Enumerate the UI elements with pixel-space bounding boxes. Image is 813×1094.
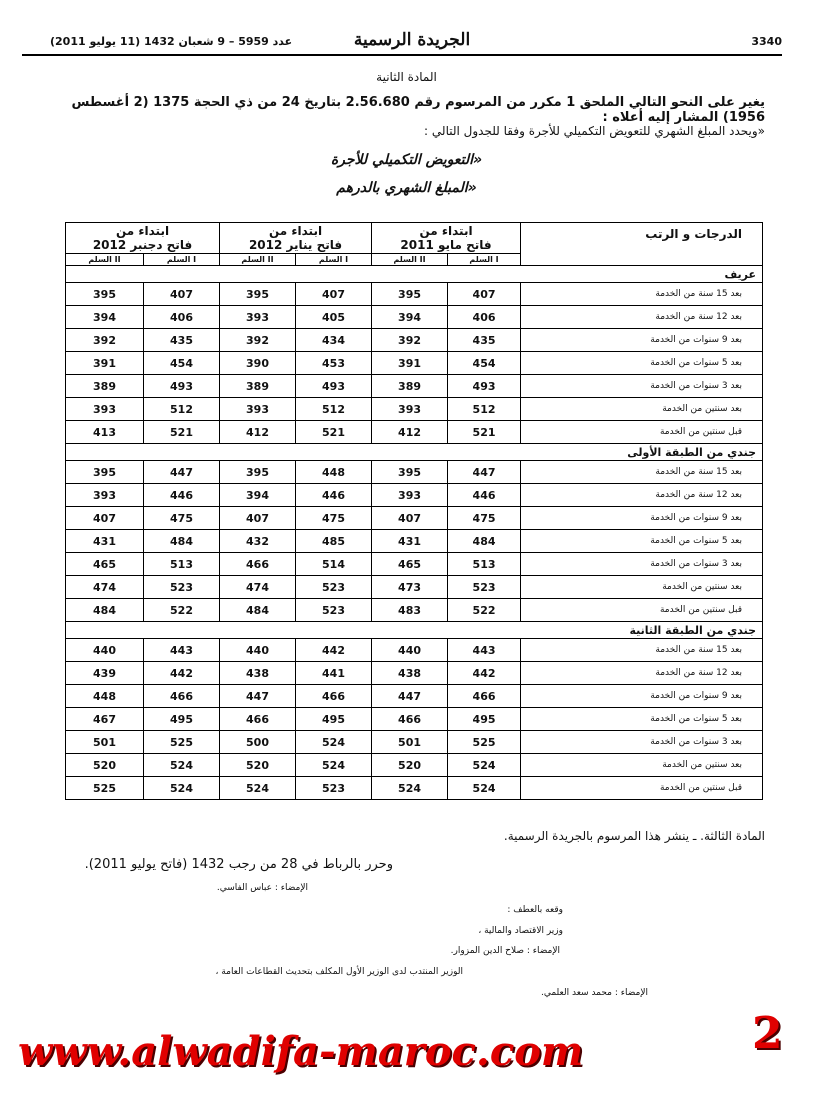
period-header-3: ابتداء من فاتح دجنبر 2012 <box>66 223 220 254</box>
gazette-header <box>22 32 782 56</box>
table-row <box>66 530 763 553</box>
value-cell: 446 <box>296 484 372 507</box>
row-label: بعد 12 سنة من الخدمة <box>521 306 763 329</box>
row-label: قبل سنتين من الخدمة <box>521 777 763 800</box>
value-cell: 407 <box>296 283 372 306</box>
row-label: بعد 15 سنة من الخدمة <box>521 639 763 662</box>
value-cell: 395 <box>66 283 144 306</box>
value-cell: 495 <box>144 708 220 731</box>
value-cell: 412 <box>220 421 296 444</box>
value-cell: 501 <box>66 731 144 754</box>
value-cell: 447 <box>144 461 220 484</box>
value-cell: 473 <box>372 576 448 599</box>
value-cell: 407 <box>220 507 296 530</box>
article3: المادة الثالثة. ـ ينشر هذا المرسوم بالجريدة الرسمية. <box>503 829 765 843</box>
table-row <box>66 375 763 398</box>
value-cell: 465 <box>372 553 448 576</box>
value-cell: 443 <box>448 639 521 662</box>
value-cell: 523 <box>144 576 220 599</box>
value-cell: 483 <box>372 599 448 622</box>
value-cell: 407 <box>372 507 448 530</box>
value-cell: 493 <box>296 375 372 398</box>
category-row <box>66 444 763 461</box>
value-cell: 524 <box>296 754 372 777</box>
scale2-header: السلم II <box>372 254 448 266</box>
value-cell: 466 <box>220 553 296 576</box>
value-cell: 475 <box>448 507 521 530</box>
table-row <box>66 283 763 306</box>
row-label: بعد 3 سنوات من الخدمة <box>521 553 763 576</box>
value-cell: 393 <box>66 398 144 421</box>
value-cell: 522 <box>448 599 521 622</box>
row-label: بعد سنتين من الخدمة <box>521 754 763 777</box>
value-cell: 392 <box>66 329 144 352</box>
signature-prime-minister: الإمضاء : عباس الفاسي. <box>216 883 308 893</box>
value-cell: 474 <box>66 576 144 599</box>
value-cell: 438 <box>372 662 448 685</box>
value-cell: 484 <box>220 599 296 622</box>
value-cell: 525 <box>448 731 521 754</box>
value-cell: 405 <box>296 306 372 329</box>
value-cell: 431 <box>66 530 144 553</box>
value-cell: 522 <box>144 599 220 622</box>
article2-paragraph2: «ويحدد المبلغ الشهري للتعويض التكميلي للأجرة وفقا للجدول التالي : <box>424 124 765 138</box>
value-cell: 485 <box>296 530 372 553</box>
table-row <box>66 599 763 622</box>
gazette-title: الجريدة الرسمية <box>353 30 471 50</box>
value-cell: 520 <box>372 754 448 777</box>
value-cell: 495 <box>296 708 372 731</box>
value-cell: 512 <box>448 398 521 421</box>
value-cell: 446 <box>144 484 220 507</box>
value-cell: 524 <box>220 777 296 800</box>
table-row <box>66 639 763 662</box>
value-cell: 493 <box>144 375 220 398</box>
value-cell: 441 <box>296 662 372 685</box>
value-cell: 501 <box>372 731 448 754</box>
period-header-1: ابتداء من فاتح مايو 2011 <box>372 223 521 254</box>
value-cell: 391 <box>66 352 144 375</box>
value-cell: 442 <box>296 639 372 662</box>
value-cell: 395 <box>220 461 296 484</box>
table-row <box>66 662 763 685</box>
table-row <box>66 731 763 754</box>
row-label: بعد 9 سنوات من الخدمة <box>521 507 763 530</box>
value-cell: 389 <box>372 375 448 398</box>
table-row <box>66 708 763 731</box>
value-cell: 394 <box>66 306 144 329</box>
countersign-line4: الوزير المنتدب لدى الوزير الأول المكلف بتحديث القطاعات العامة ، <box>215 967 463 977</box>
category-row <box>66 622 763 639</box>
value-cell: 512 <box>296 398 372 421</box>
row-label: بعد 12 سنة من الخدمة <box>521 662 763 685</box>
value-cell: 432 <box>220 530 296 553</box>
value-cell: 524 <box>448 754 521 777</box>
page-number: 3340 <box>751 35 782 48</box>
value-cell: 513 <box>448 553 521 576</box>
row-label: بعد 3 سنوات من الخدمة <box>521 731 763 754</box>
row-label: قبل سنتين من الخدمة <box>521 421 763 444</box>
issue-info: عدد 5959 – 9 شعبان 1432 (11 يوليو 2011) <box>50 35 293 48</box>
value-cell: 524 <box>144 754 220 777</box>
value-cell: 390 <box>220 352 296 375</box>
value-cell: 520 <box>66 754 144 777</box>
category-name: جندي من الطبقة الأولى <box>66 444 763 461</box>
value-cell: 495 <box>448 708 521 731</box>
row-label: بعد 12 سنة من الخدمة <box>521 484 763 507</box>
watermark-url: www.alwadifa-maroc.com <box>18 1028 584 1075</box>
value-cell: 431 <box>372 530 448 553</box>
value-cell: 447 <box>448 461 521 484</box>
value-cell: 474 <box>220 576 296 599</box>
table-row <box>66 352 763 375</box>
row-label: قبل سنتين من الخدمة <box>521 599 763 622</box>
value-cell: 454 <box>448 352 521 375</box>
table-row <box>66 576 763 599</box>
value-cell: 466 <box>372 708 448 731</box>
row-label: بعد سنتين من الخدمة <box>521 398 763 421</box>
row-label: بعد 9 سنوات من الخدمة <box>521 329 763 352</box>
value-cell: 392 <box>372 329 448 352</box>
value-cell: 393 <box>220 398 296 421</box>
value-cell: 513 <box>144 553 220 576</box>
value-cell: 412 <box>372 421 448 444</box>
value-cell: 475 <box>144 507 220 530</box>
period-header-2: ابتداء من فاتح يناير 2012 <box>220 223 372 254</box>
value-cell: 484 <box>448 530 521 553</box>
value-cell: 446 <box>448 484 521 507</box>
value-cell: 525 <box>66 777 144 800</box>
value-cell: 407 <box>66 507 144 530</box>
value-cell: 395 <box>372 283 448 306</box>
countersign-line2: وزير الاقتصاد والمالية ، <box>478 926 563 936</box>
table-title-2: «المبلغ الشهري بالدرهم <box>336 180 477 196</box>
table-title-1: «التعويض التكميلي للأجرة <box>330 152 483 168</box>
table-row <box>66 461 763 484</box>
value-cell: 389 <box>66 375 144 398</box>
countersign-line5: الإمضاء : محمد سعد العلمي. <box>540 988 648 998</box>
row-label: بعد 5 سنوات من الخدمة <box>521 530 763 553</box>
value-cell: 447 <box>372 685 448 708</box>
article2-heading: المادة الثانية <box>376 70 437 84</box>
sheet-number: 2 <box>752 1008 783 1059</box>
value-cell: 406 <box>144 306 220 329</box>
category-row <box>66 266 763 283</box>
value-cell: 453 <box>296 352 372 375</box>
value-cell: 520 <box>220 754 296 777</box>
value-cell: 406 <box>448 306 521 329</box>
value-cell: 407 <box>448 283 521 306</box>
scale2-header: السلم II <box>220 254 296 266</box>
value-cell: 523 <box>296 777 372 800</box>
value-cell: 395 <box>66 461 144 484</box>
table-row <box>66 507 763 530</box>
row-label: بعد سنتين من الخدمة <box>521 576 763 599</box>
value-cell: 448 <box>66 685 144 708</box>
salary-table <box>65 222 763 800</box>
value-cell: 439 <box>66 662 144 685</box>
value-cell: 523 <box>296 576 372 599</box>
table-row <box>66 777 763 800</box>
value-cell: 434 <box>296 329 372 352</box>
value-cell: 484 <box>144 530 220 553</box>
countersign-line1: وقعه بالعطف : <box>507 905 563 915</box>
value-cell: 521 <box>296 421 372 444</box>
value-cell: 447 <box>220 685 296 708</box>
value-cell: 523 <box>448 576 521 599</box>
value-cell: 389 <box>220 375 296 398</box>
table-row <box>66 329 763 352</box>
article2-paragraph1: يغير على النحو التالي الملحق 1 مكرر من المرسوم رقم 2.56.680 بتاريخ 24 من ذي الحجة 1375 (2 أغسطس 1956) المشار إليه أعلاه : <box>71 95 765 125</box>
value-cell: 466 <box>296 685 372 708</box>
scale2-header: السلم II <box>66 254 144 266</box>
value-cell: 440 <box>66 639 144 662</box>
value-cell: 475 <box>296 507 372 530</box>
done-at: وحرر بالرباط في 28 من رجب 1432 (فاتح يوليو 2011). <box>84 857 393 872</box>
value-cell: 407 <box>144 283 220 306</box>
row-label: بعد 15 سنة من الخدمة <box>521 283 763 306</box>
table-row <box>66 398 763 421</box>
row-label: بعد 5 سنوات من الخدمة <box>521 352 763 375</box>
value-cell: 465 <box>66 553 144 576</box>
value-cell: 525 <box>144 731 220 754</box>
value-cell: 435 <box>448 329 521 352</box>
value-cell: 524 <box>144 777 220 800</box>
table-row <box>66 306 763 329</box>
table-row <box>66 421 763 444</box>
value-cell: 514 <box>296 553 372 576</box>
table-row <box>66 484 763 507</box>
value-cell: 443 <box>144 639 220 662</box>
value-cell: 391 <box>372 352 448 375</box>
row-label: بعد 5 سنوات من الخدمة <box>521 708 763 731</box>
value-cell: 493 <box>448 375 521 398</box>
table-row <box>66 553 763 576</box>
value-cell: 500 <box>220 731 296 754</box>
scale1-header: السلم I <box>296 254 372 266</box>
value-cell: 484 <box>66 599 144 622</box>
value-cell: 440 <box>220 639 296 662</box>
value-cell: 524 <box>296 731 372 754</box>
value-cell: 448 <box>296 461 372 484</box>
value-cell: 394 <box>372 306 448 329</box>
value-cell: 523 <box>296 599 372 622</box>
value-cell: 467 <box>66 708 144 731</box>
value-cell: 466 <box>448 685 521 708</box>
grade-header: الدرجات و الرتب <box>521 223 763 266</box>
value-cell: 440 <box>372 639 448 662</box>
value-cell: 395 <box>220 283 296 306</box>
category-name: عريف <box>66 266 763 283</box>
value-cell: 438 <box>220 662 296 685</box>
table-row <box>66 685 763 708</box>
scale1-header: السلم I <box>144 254 220 266</box>
value-cell: 521 <box>448 421 521 444</box>
value-cell: 392 <box>220 329 296 352</box>
value-cell: 393 <box>220 306 296 329</box>
value-cell: 512 <box>144 398 220 421</box>
table-row <box>66 754 763 777</box>
scale1-header: السلم I <box>448 254 521 266</box>
value-cell: 394 <box>220 484 296 507</box>
value-cell: 393 <box>372 484 448 507</box>
value-cell: 524 <box>372 777 448 800</box>
value-cell: 393 <box>66 484 144 507</box>
countersign-line3: الإمضاء : صلاح الدين المزوار. <box>450 946 560 956</box>
value-cell: 393 <box>372 398 448 421</box>
value-cell: 413 <box>66 421 144 444</box>
value-cell: 442 <box>144 662 220 685</box>
row-label: بعد 3 سنوات من الخدمة <box>521 375 763 398</box>
value-cell: 521 <box>144 421 220 444</box>
value-cell: 524 <box>448 777 521 800</box>
value-cell: 454 <box>144 352 220 375</box>
category-name: جندي من الطبقة الثانية <box>66 622 763 639</box>
row-label: بعد 15 سنة من الخدمة <box>521 461 763 484</box>
value-cell: 395 <box>372 461 448 484</box>
value-cell: 466 <box>220 708 296 731</box>
value-cell: 442 <box>448 662 521 685</box>
value-cell: 466 <box>144 685 220 708</box>
value-cell: 435 <box>144 329 220 352</box>
row-label: بعد 9 سنوات من الخدمة <box>521 685 763 708</box>
